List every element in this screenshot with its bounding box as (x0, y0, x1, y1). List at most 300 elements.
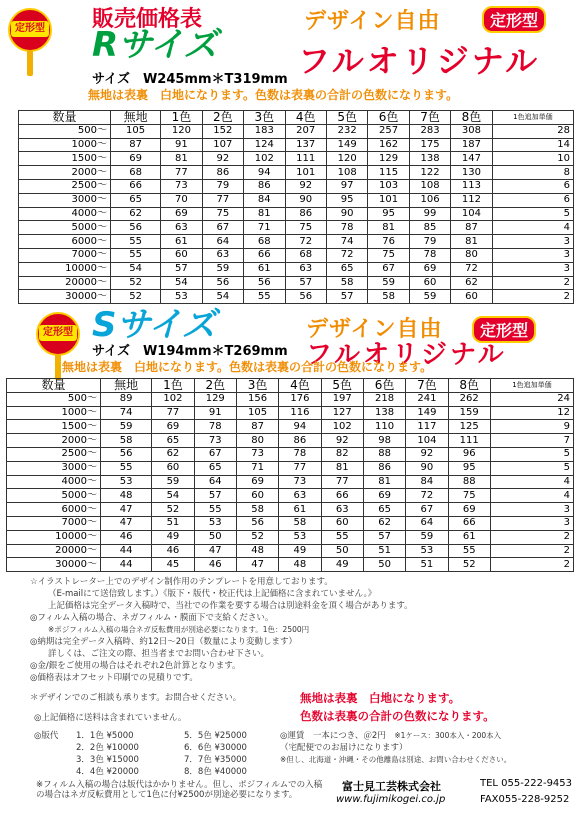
s-size-price-cell: 197 (321, 392, 363, 406)
r-size-price-cell: 2 (492, 276, 573, 290)
s-size-price-cell: 53 (100, 475, 151, 489)
r-size-price-cell: 61 (244, 262, 285, 276)
r-size-price-cell: 101 (285, 166, 326, 180)
s-size-price-cell: 111 (448, 434, 490, 448)
r-size-price-cell: 56 (110, 221, 160, 235)
r-size-dims: サイズ W245mm＊T319mm (92, 72, 288, 87)
r-size-price-cell: 257 (368, 124, 409, 138)
r-size-table-row (19, 235, 574, 249)
r-size-title: Rサイズ (92, 25, 218, 65)
s-size-price-cell: 129 (194, 392, 236, 406)
r-size-price-cell: 81 (451, 235, 492, 249)
r-size-price-cell: 75 (285, 221, 326, 235)
r-size-price-cell: 54 (202, 290, 243, 304)
r-size-price-cell: 108 (409, 179, 450, 193)
r-size-price-cell: 81 (244, 207, 285, 221)
r-size-column-header: 数量 (19, 111, 111, 125)
r-size-quantity-cell: 7000～ (19, 248, 111, 262)
standard-type-badge: 定形型 (482, 6, 546, 33)
s-size-price-cell: 125 (448, 420, 490, 434)
uchiwa-fan-icon (8, 8, 52, 78)
s-size-price-cell: 218 (363, 392, 405, 406)
r-size-price-cell: 72 (285, 235, 326, 249)
plate-fee-col2 (184, 730, 247, 778)
s-size-price-cell: 98 (363, 434, 405, 448)
s-size-table-row (7, 503, 574, 517)
r-size-price-cell: 84 (244, 193, 285, 207)
s-size-price-cell: 59 (100, 420, 151, 434)
s-size-quantity-cell: 10000～ (7, 530, 101, 544)
r-size-price-cell: 124 (244, 138, 285, 152)
r-size-price-cell: 183 (244, 124, 285, 138)
s-size-price-cell: 57 (363, 530, 405, 544)
s-size-price-cell: 56 (236, 516, 278, 530)
s-size-price-cell: 60 (236, 489, 278, 503)
plate-fee-item: 1．1色 ¥5000 (76, 731, 134, 741)
note-line: （E-mailにて送信致します。）《版下・版代・校正代は上記価格に含まれていません。》 (48, 589, 377, 599)
r-size-price-cell: 68 (285, 248, 326, 262)
s-size-price-cell: 46 (194, 558, 236, 572)
s-size-price-cell: 64 (406, 516, 448, 530)
s-size-price-cell: 49 (279, 544, 321, 558)
r-size-table-row (19, 124, 574, 138)
s-size-price-cell: 241 (406, 392, 448, 406)
s-size-price-cell: 47 (100, 503, 151, 517)
s-size-price-cell: 105 (236, 406, 278, 420)
r-size-price-cell: 57 (161, 262, 202, 276)
s-size-quantity-cell: 7000～ (7, 516, 101, 530)
r-size-price-table (18, 110, 574, 304)
r-size-price-cell: 81 (161, 152, 202, 166)
r-size-price-cell: 106 (409, 193, 450, 207)
s-size-column-header: 数量 (7, 379, 101, 393)
r-size-price-cell: 60 (451, 290, 492, 304)
r-size-price-cell: 2 (492, 290, 573, 304)
r-size-quantity-cell: 1000～ (19, 138, 111, 152)
s-size-quantity-cell: 3000～ (7, 461, 101, 475)
s-size-table-row (7, 475, 574, 489)
s-size-price-cell: 52 (236, 530, 278, 544)
r-size-price-cell: 86 (202, 166, 243, 180)
r-size-price-cell: 60 (161, 248, 202, 262)
s-size-price-cell: 69 (448, 503, 490, 517)
s-size-price-cell: 51 (152, 516, 194, 530)
s-size-title: Sサイズ (92, 305, 216, 345)
r-size-price-cell: 28 (492, 124, 573, 138)
r-size-price-cell: 152 (202, 124, 243, 138)
s-size-price-cell: 81 (363, 475, 405, 489)
s-size-price-cell: 48 (279, 558, 321, 572)
r-size-price-cell: 63 (285, 262, 326, 276)
s-size-price-cell: 78 (279, 447, 321, 461)
s-size-price-cell: 63 (279, 489, 321, 503)
r-size-price-cell: 57 (285, 276, 326, 290)
r-size-price-cell: 95 (368, 207, 409, 221)
note-line: ◎金/銀をご使用の場合はそれぞれ2色計算となります。 (30, 661, 241, 671)
r-size-quantity-cell: 2000～ (19, 166, 111, 180)
r-size-price-cell: 69 (409, 262, 450, 276)
s-size-price-cell: 87 (236, 420, 278, 434)
s-size-price-cell: 53 (406, 544, 448, 558)
design-free-text: デザイン自由 (306, 317, 443, 342)
r-size-quantity-cell: 6000～ (19, 235, 111, 249)
s-size-column-header: 8色 (448, 379, 490, 393)
r-size-price-cell: 207 (285, 124, 326, 138)
s-size-price-cell: 94 (279, 420, 321, 434)
s-size-price-cell: 61 (279, 503, 321, 517)
film-note-line: の場合はネガ反転費用として1色に付¥2500が別途必要になります。 (36, 790, 298, 800)
r-size-price-cell: 147 (451, 152, 492, 166)
s-size-table-row (7, 447, 574, 461)
full-original-text: フルオリジナル (306, 340, 507, 370)
r-size-price-cell: 54 (161, 276, 202, 290)
r-size-table-row (19, 262, 574, 276)
r-size-price-cell: 308 (451, 124, 492, 138)
s-size-table-row (7, 392, 574, 406)
s-size-price-cell: 64 (194, 475, 236, 489)
r-size-price-cell: 97 (326, 179, 367, 193)
red-note-1: 無地は表裏 白地になります。 (300, 691, 461, 705)
s-size-price-cell: 52 (152, 503, 194, 517)
s-size-price-cell: 7 (490, 434, 573, 448)
s-size-price-cell: 53 (279, 530, 321, 544)
s-size-price-cell: 73 (194, 434, 236, 448)
s-size-price-cell: 149 (406, 406, 448, 420)
note-line: ◎フィルム入稿の場合、ネガフィルム・膜面下で支給ください。 (30, 613, 274, 623)
r-size-price-cell: 91 (161, 138, 202, 152)
shipping-line: ※但し、北海道・沖縄・その他離島は別途、お問い合わせください。 (280, 755, 512, 764)
r-size-price-cell: 72 (451, 262, 492, 276)
s-size-price-cell: 61 (448, 530, 490, 544)
r-size-price-cell: 75 (202, 207, 243, 221)
s-size-column-header: 4色 (279, 379, 321, 393)
s-size-quantity-cell: 2000～ (7, 434, 101, 448)
s-size-column-header: 無地 (100, 379, 151, 393)
r-size-price-cell: 111 (285, 152, 326, 166)
s-size-price-cell: 117 (406, 420, 448, 434)
note-line: 詳しくは、ご注文の際、担当者までお問い合わせ下さい。 (48, 649, 270, 659)
s-size-table-row (7, 406, 574, 420)
note-line: ◎納期は完全データ入稿時、約12日～20日（数量により変動します） (30, 637, 298, 647)
plate-fee-label: ◎版代 (34, 731, 59, 741)
r-size-price-cell: 120 (161, 124, 202, 138)
r-size-column-header: 1色 (161, 111, 202, 125)
s-size-price-cell: 3 (490, 503, 573, 517)
s-size-price-cell: 5 (490, 447, 573, 461)
r-size-price-cell: 65 (326, 262, 367, 276)
s-size-price-cell: 2 (490, 530, 573, 544)
s-size-quantity-cell: 6000～ (7, 503, 101, 517)
r-size-price-cell: 55 (244, 290, 285, 304)
r-size-price-cell: 57 (326, 290, 367, 304)
r-size-column-header: 1色追加単価 (492, 111, 573, 125)
r-size-price-cell: 10 (492, 152, 573, 166)
s-size-price-cell: 49 (321, 558, 363, 572)
s-size-quantity-cell: 5000～ (7, 489, 101, 503)
r-size-price-cell: 175 (409, 138, 450, 152)
r-size-price-cell: 56 (244, 276, 285, 290)
r-size-note: 無地は表裏 白地になります。色数は表裏の合計の色数になります。 (88, 88, 459, 102)
r-size-price-cell: 63 (161, 221, 202, 235)
s-size-price-cell: 90 (406, 461, 448, 475)
r-size-price-cell: 78 (409, 248, 450, 262)
s-size-price-cell: 45 (152, 558, 194, 572)
s-size-price-cell: 63 (321, 503, 363, 517)
s-size-table-row (7, 434, 574, 448)
s-size-price-cell: 176 (279, 392, 321, 406)
s-size-price-cell: 88 (448, 475, 490, 489)
r-size-table-row (19, 221, 574, 235)
r-size-price-cell: 59 (409, 290, 450, 304)
s-size-table-row (7, 489, 574, 503)
company-fax: FAX055-228-9252 (480, 794, 570, 805)
r-size-price-cell: 52 (110, 290, 160, 304)
r-size-price-cell: 86 (285, 207, 326, 221)
s-size-price-cell: 44 (100, 558, 151, 572)
s-size-price-cell: 65 (152, 434, 194, 448)
r-size-price-cell: 60 (409, 276, 450, 290)
r-size-price-cell: 138 (409, 152, 450, 166)
r-size-price-cell: 79 (202, 179, 243, 193)
r-size-price-cell: 283 (409, 124, 450, 138)
s-size-price-cell: 69 (152, 420, 194, 434)
s-size-price-cell: 127 (321, 406, 363, 420)
r-size-quantity-cell: 5000～ (19, 221, 111, 235)
r-size-price-cell: 66 (244, 248, 285, 262)
note-line: ◎上記価格に送料は含まれていません。 (34, 713, 187, 723)
fan-badge-label: 定形型 (11, 21, 49, 37)
s-size-price-cell: 67 (194, 447, 236, 461)
s-size-price-cell: 86 (363, 461, 405, 475)
shipping-line: ◎運賃 一本につき、＠2円 (280, 731, 386, 741)
s-size-price-cell: 156 (236, 392, 278, 406)
s-size-column-header: 3色 (236, 379, 278, 393)
s-size-table-row (7, 420, 574, 434)
s-size-price-cell: 77 (321, 475, 363, 489)
s-size-price-cell: 66 (321, 489, 363, 503)
r-size-price-cell: 108 (326, 166, 367, 180)
company-name: 富士見工芸株式会社 (342, 780, 441, 793)
s-size-price-cell: 58 (236, 503, 278, 517)
r-size-price-cell: 99 (409, 207, 450, 221)
plate-fee-item: 7．7色 ¥35000 (184, 755, 247, 765)
s-size-price-cell: 60 (321, 516, 363, 530)
r-size-table-row (19, 166, 574, 180)
r-size-price-cell: 68 (110, 166, 160, 180)
s-size-price-cell: 81 (321, 461, 363, 475)
s-size-price-cell: 55 (100, 461, 151, 475)
s-size-price-cell: 56 (100, 447, 151, 461)
s-size-price-cell: 24 (490, 392, 573, 406)
s-size-price-cell: 5 (490, 461, 573, 475)
s-size-quantity-cell: 2500～ (7, 447, 101, 461)
s-size-price-cell: 48 (236, 544, 278, 558)
r-size-price-cell: 68 (244, 235, 285, 249)
note-line: ※ポジフィルム入稿の場合ネガ反転費用が別途必要になります。1色：2500円 (48, 625, 310, 634)
s-size-price-cell: 44 (100, 544, 151, 558)
plate-fee-item: 4．4色 ¥20000 (76, 767, 139, 777)
r-size-column-header: 無地 (110, 111, 160, 125)
company-tel: TEL 055-222-9453 (480, 778, 573, 789)
r-size-price-cell: 187 (451, 138, 492, 152)
r-size-price-cell: 3 (492, 248, 573, 262)
note-line: 上記価格は完全データ入稿時で、当社での作業を要する場合は別途料金を頂く場合があります。 (48, 601, 413, 611)
r-size-price-cell: 92 (285, 179, 326, 193)
r-size-column-header: 3色 (244, 111, 285, 125)
s-size-column-header: 5色 (321, 379, 363, 393)
notes-block (30, 576, 570, 684)
s-size-price-cell: 49 (152, 530, 194, 544)
plate-fee-col1 (76, 730, 139, 778)
note-line: ◎価格表はオフセット印刷での見積りです。 (30, 673, 198, 683)
r-size-price-cell: 81 (368, 221, 409, 235)
r-size-price-cell: 77 (161, 166, 202, 180)
s-size-price-cell: 65 (363, 503, 405, 517)
s-size-price-cell: 92 (406, 447, 448, 461)
red-note-2: 色数は表裏の合計の色数になります。 (300, 709, 495, 723)
s-size-price-cell: 47 (100, 516, 151, 530)
r-size-price-cell: 4 (492, 221, 573, 235)
r-size-price-cell: 113 (451, 179, 492, 193)
s-size-price-cell: 47 (236, 558, 278, 572)
r-size-price-cell: 232 (326, 124, 367, 138)
s-size-table-row (7, 461, 574, 475)
s-size-price-cell: 73 (236, 447, 278, 461)
r-size-table-row (19, 290, 574, 304)
s-size-price-cell: 69 (363, 489, 405, 503)
r-size-price-cell: 67 (202, 221, 243, 235)
r-size-price-cell: 69 (110, 152, 160, 166)
plate-fee-item: 5．5色 ¥25000 (184, 731, 247, 741)
plate-fee-item: 2．2色 ¥10000 (76, 743, 139, 753)
s-size-price-cell: 4 (490, 475, 573, 489)
r-size-price-cell: 54 (110, 262, 160, 276)
r-size-price-cell: 71 (244, 221, 285, 235)
r-size-quantity-cell: 1500～ (19, 152, 111, 166)
s-size-price-cell: 52 (448, 558, 490, 572)
note-line: ＊デザインでのご相談も承ります。お問合せください。 (30, 693, 242, 703)
r-size-price-cell: 59 (202, 262, 243, 276)
s-size-price-cell: 55 (448, 544, 490, 558)
r-size-price-cell: 6 (492, 179, 573, 193)
r-size-price-cell: 80 (451, 248, 492, 262)
r-size-price-cell: 162 (368, 138, 409, 152)
r-size-price-cell: 73 (161, 179, 202, 193)
s-size-column-header: 1色追加単価 (490, 379, 573, 393)
r-size-quantity-cell: 20000～ (19, 276, 111, 290)
r-size-price-cell: 62 (110, 207, 160, 221)
s-size-price-cell: 4 (490, 489, 573, 503)
r-size-price-cell: 64 (202, 235, 243, 249)
r-size-quantity-cell: 30000～ (19, 290, 111, 304)
s-size-price-cell: 51 (363, 544, 405, 558)
s-size-price-cell: 73 (279, 475, 321, 489)
r-size-price-cell: 122 (409, 166, 450, 180)
r-size-price-cell: 78 (326, 221, 367, 235)
r-size-price-cell: 120 (326, 152, 367, 166)
r-size-price-cell: 79 (409, 235, 450, 249)
r-size-price-cell: 72 (326, 248, 367, 262)
s-size-price-cell: 159 (448, 406, 490, 420)
r-size-price-cell: 129 (368, 152, 409, 166)
r-size-price-cell: 56 (202, 276, 243, 290)
r-size-price-cell: 14 (492, 138, 573, 152)
r-size-table-row (19, 248, 574, 262)
s-size-price-cell: 3 (490, 516, 573, 530)
s-size-price-cell: 50 (363, 558, 405, 572)
page-title: 販売価格表 (92, 7, 203, 32)
r-size-column-header: 5色 (326, 111, 367, 125)
r-size-price-cell: 103 (368, 179, 409, 193)
s-size-price-cell: 47 (194, 544, 236, 558)
r-size-table-row (19, 207, 574, 221)
r-size-price-cell: 5 (492, 207, 573, 221)
fan-badge-label: 定形型 (39, 325, 77, 341)
r-size-price-cell: 87 (451, 221, 492, 235)
r-size-price-cell: 94 (244, 166, 285, 180)
r-size-price-cell: 95 (326, 193, 367, 207)
s-size-price-cell: 71 (236, 461, 278, 475)
s-size-table-row (7, 558, 574, 572)
r-size-table-row (19, 276, 574, 290)
r-size-price-cell: 53 (161, 290, 202, 304)
r-size-column-header: 2色 (202, 111, 243, 125)
s-size-price-cell: 59 (406, 530, 448, 544)
s-size-price-cell: 57 (194, 489, 236, 503)
s-size-quantity-cell: 1500～ (7, 420, 101, 434)
s-size-price-cell: 2 (490, 544, 573, 558)
s-size-price-cell: 48 (100, 489, 151, 503)
s-size-table-row (7, 516, 574, 530)
s-size-price-cell: 58 (279, 516, 321, 530)
s-size-note: 無地は表裏 白地になります。色数は表裏の合計の色数になります。 (62, 360, 433, 374)
s-size-price-cell: 82 (321, 447, 363, 461)
r-size-price-cell: 104 (451, 207, 492, 221)
s-size-price-cell: 80 (236, 434, 278, 448)
s-size-price-cell: 102 (152, 392, 194, 406)
s-size-price-cell: 95 (448, 461, 490, 475)
r-size-column-header: 4色 (285, 111, 326, 125)
r-size-quantity-cell: 2500～ (19, 179, 111, 193)
company-url[interactable]: www.fujimikogei.co.jp (336, 794, 446, 805)
s-size-price-cell: 69 (236, 475, 278, 489)
case-note: ※1ケース：300本入・200本入 (394, 731, 502, 740)
plate-fee-item: 3．3色 ¥15000 (76, 755, 139, 765)
r-size-price-cell: 61 (161, 235, 202, 249)
plate-fee-item: 6．6色 ¥30000 (184, 743, 247, 753)
r-size-price-cell: 137 (285, 138, 326, 152)
r-size-price-cell: 102 (244, 152, 285, 166)
r-size-table-row (19, 193, 574, 207)
s-size-column-header: 7色 (406, 379, 448, 393)
s-size-price-cell: 92 (321, 434, 363, 448)
s-size-price-cell: 62 (152, 447, 194, 461)
s-size-price-cell: 138 (363, 406, 405, 420)
s-size-price-cell: 75 (448, 489, 490, 503)
r-size-column-header: 7色 (409, 111, 450, 125)
r-size-price-cell: 107 (202, 138, 243, 152)
r-size-price-cell: 8 (492, 166, 573, 180)
r-size-quantity-cell: 10000～ (19, 262, 111, 276)
s-size-table-row (7, 544, 574, 558)
r-size-price-cell: 115 (368, 166, 409, 180)
r-size-quantity-cell: 4000～ (19, 207, 111, 221)
s-size-column-header: 6色 (363, 379, 405, 393)
r-size-column-header: 6色 (368, 111, 409, 125)
s-size-price-cell: 65 (194, 461, 236, 475)
s-size-quantity-cell: 20000～ (7, 544, 101, 558)
s-size-price-cell: 60 (152, 461, 194, 475)
